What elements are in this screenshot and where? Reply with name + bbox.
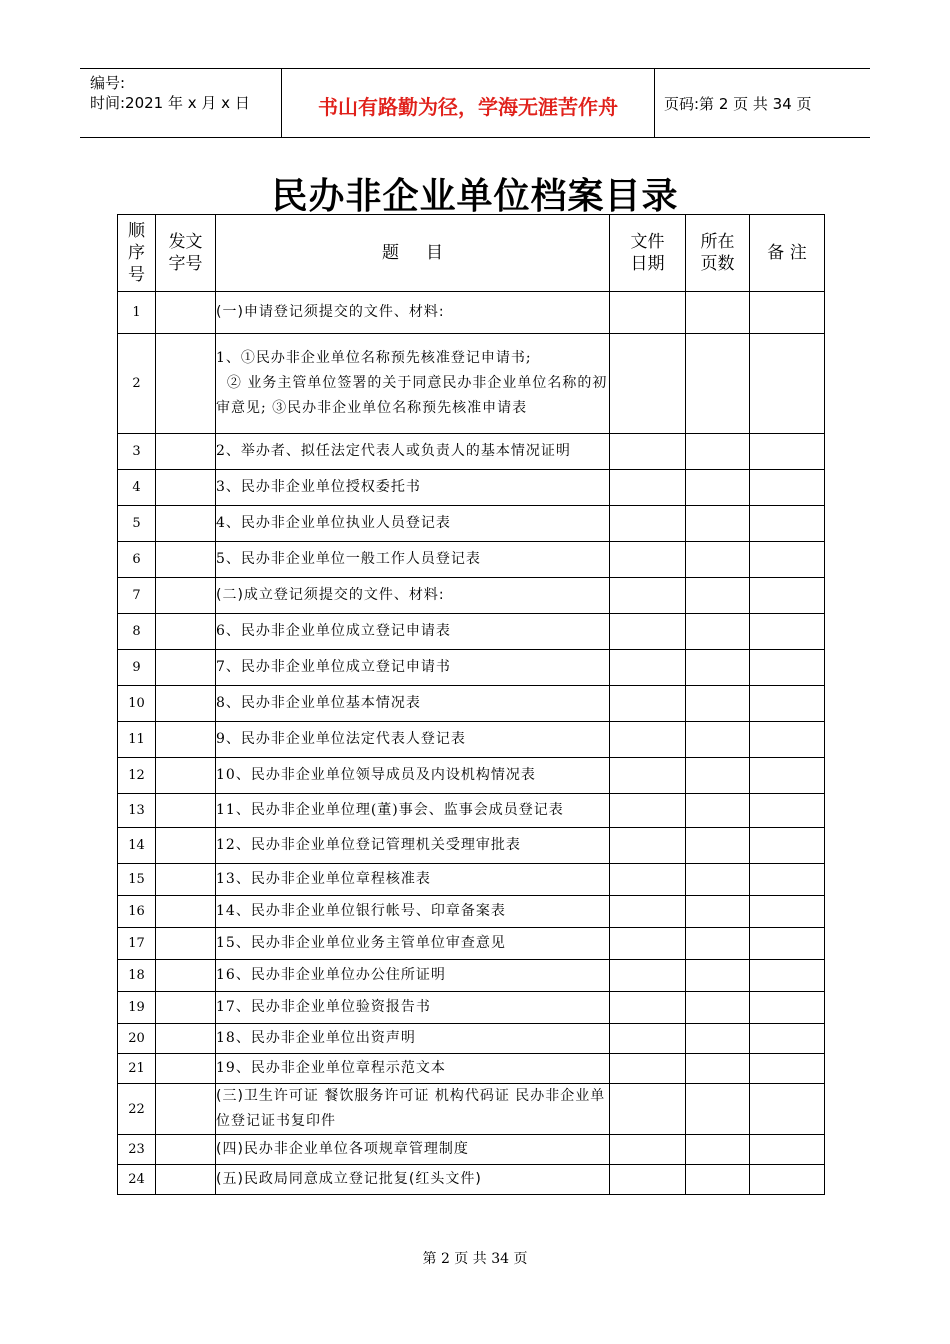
row-doc-no <box>156 334 216 434</box>
row-subject: 7、民办非企业单位成立登记申请书 <box>216 650 610 686</box>
row-pages <box>686 686 750 722</box>
row-date <box>610 1024 686 1054</box>
row-pages <box>686 434 750 470</box>
time-label: 时间:2021 年 x 月 x 日 <box>90 94 250 112</box>
row-date <box>610 1165 686 1195</box>
row-date <box>610 896 686 928</box>
row-doc-no <box>156 928 216 960</box>
row-number: 14 <box>118 828 156 864</box>
row-pages <box>686 578 750 614</box>
row-number: 21 <box>118 1054 156 1084</box>
table-row <box>118 992 825 1024</box>
row-doc-no <box>156 1084 216 1135</box>
row-doc-no <box>156 1165 216 1195</box>
row-pages <box>686 1024 750 1054</box>
row-note <box>750 828 825 864</box>
row-note <box>750 650 825 686</box>
row-doc-no <box>156 542 216 578</box>
row-doc-no <box>156 578 216 614</box>
row-pages <box>686 794 750 828</box>
catalog-table <box>117 214 825 1195</box>
page-footer: 第 2 页 共 34 页 <box>422 1251 528 1267</box>
row-subject: 5、民办非企业单位一般工作人员登记表 <box>216 542 610 578</box>
row-pages <box>686 928 750 960</box>
col-seq <box>118 215 156 292</box>
row-date <box>610 506 686 542</box>
row-note <box>750 434 825 470</box>
col-doc-no-label: 发文 字号 <box>168 232 203 274</box>
row-number: 1 <box>118 292 156 334</box>
row-note <box>750 960 825 992</box>
table-row <box>118 1084 825 1135</box>
row-subject: 15、民办非企业单位业务主管单位审查意见 <box>216 928 610 960</box>
col-date-label: 文件 日期 <box>630 232 665 274</box>
col-pages-label: 所在 页数 <box>700 232 735 274</box>
row-subject: 2、举办者、拟任法定代表人或负责人的基本情况证明 <box>216 434 610 470</box>
row-note <box>750 794 825 828</box>
row-subject: 4、民办非企业单位执业人员登记表 <box>216 506 610 542</box>
row-doc-no <box>156 434 216 470</box>
row-doc-no <box>156 614 216 650</box>
row-number: 8 <box>118 614 156 650</box>
row-subject: 13、民办非企业单位章程核准表 <box>216 864 610 896</box>
row-note <box>750 1024 825 1054</box>
row-subject: (二)成立登记须提交的文件、材料: <box>216 578 610 614</box>
table-row <box>118 1024 825 1054</box>
row-subject: 16、民办非企业单位办公住所证明 <box>216 960 610 992</box>
row-doc-no <box>156 896 216 928</box>
row-note <box>750 722 825 758</box>
row-doc-no <box>156 292 216 334</box>
row-subject: 19、民办非企业单位章程示范文本 <box>216 1054 610 1084</box>
row-doc-no <box>156 1054 216 1084</box>
page-title: 民办非企业单位档案目录 <box>271 176 679 217</box>
row-subject: 11、民办非企业单位理(董)事会、监事会成员登记表 <box>216 794 610 828</box>
table-row <box>118 828 825 864</box>
row-doc-no <box>156 758 216 794</box>
row-date <box>610 650 686 686</box>
row-subject: 12、民办非企业单位登记管理机关受理审批表 <box>216 828 610 864</box>
row-number: 2 <box>118 334 156 434</box>
table-row <box>118 864 825 896</box>
row-note <box>750 686 825 722</box>
table-row <box>118 1165 825 1195</box>
table-row <box>118 334 825 434</box>
row-number: 17 <box>118 928 156 960</box>
col-note <box>750 215 825 292</box>
header-divider <box>654 69 655 137</box>
row-date <box>610 686 686 722</box>
row-date <box>610 614 686 650</box>
row-pages <box>686 1084 750 1135</box>
row-date <box>610 992 686 1024</box>
row-pages <box>686 864 750 896</box>
row-number: 10 <box>118 686 156 722</box>
row-note <box>750 614 825 650</box>
row-date <box>610 1135 686 1165</box>
row-number: 23 <box>118 1135 156 1165</box>
row-pages <box>686 960 750 992</box>
col-note-label: 备 注 <box>767 243 807 263</box>
row-doc-no <box>156 686 216 722</box>
table-row <box>118 960 825 992</box>
row-date <box>610 470 686 506</box>
row-number: 15 <box>118 864 156 896</box>
table-row <box>118 1054 825 1084</box>
row-subject: 8、民办非企业单位基本情况表 <box>216 686 610 722</box>
row-date <box>610 722 686 758</box>
row-subject: 1、①民办非企业单位名称预先核准登记申请书; ② 业务主管单位签署的关于同意民办非企业单位名称的初审意见; ③民办非企业单位名称预先核准申请表 <box>216 334 610 434</box>
row-doc-no <box>156 992 216 1024</box>
document-header <box>80 68 870 138</box>
row-pages <box>686 992 750 1024</box>
row-note <box>750 1054 825 1084</box>
col-seq-label: 顺 序 号 <box>128 221 145 285</box>
row-pages <box>686 1054 750 1084</box>
row-doc-no <box>156 470 216 506</box>
row-number: 13 <box>118 794 156 828</box>
row-note <box>750 1084 825 1135</box>
table-row <box>118 614 825 650</box>
row-pages <box>686 722 750 758</box>
table-row <box>118 292 825 334</box>
row-date <box>610 434 686 470</box>
row-date <box>610 1084 686 1135</box>
row-pages <box>686 650 750 686</box>
row-number: 19 <box>118 992 156 1024</box>
row-doc-no <box>156 1024 216 1054</box>
row-note <box>750 864 825 896</box>
table-row <box>118 506 825 542</box>
row-number: 3 <box>118 434 156 470</box>
row-pages <box>686 1135 750 1165</box>
row-doc-no <box>156 650 216 686</box>
row-subject: (一)申请登记须提交的文件、材料: <box>216 292 610 334</box>
header-meta <box>90 73 250 113</box>
row-number: 22 <box>118 1084 156 1135</box>
row-note <box>750 292 825 334</box>
row-note <box>750 1135 825 1165</box>
row-number: 9 <box>118 650 156 686</box>
row-date <box>610 1054 686 1084</box>
row-note <box>750 758 825 794</box>
number-label: 编号: <box>90 74 126 92</box>
row-date <box>610 828 686 864</box>
row-note <box>750 542 825 578</box>
table-row <box>118 686 825 722</box>
col-subject <box>216 215 610 292</box>
row-pages <box>686 470 750 506</box>
table-row <box>118 1135 825 1165</box>
row-pages <box>686 614 750 650</box>
row-pages <box>686 1165 750 1195</box>
row-doc-no <box>156 960 216 992</box>
col-pages <box>686 215 750 292</box>
row-number: 20 <box>118 1024 156 1054</box>
table-row <box>118 794 825 828</box>
row-note <box>750 506 825 542</box>
row-number: 6 <box>118 542 156 578</box>
table-row <box>118 650 825 686</box>
row-date <box>610 794 686 828</box>
table-row <box>118 434 825 470</box>
row-subject: 18、民办非企业单位出资声明 <box>216 1024 610 1054</box>
row-doc-no <box>156 1135 216 1165</box>
row-date <box>610 960 686 992</box>
row-date <box>610 758 686 794</box>
table-row <box>118 722 825 758</box>
row-doc-no <box>156 864 216 896</box>
col-doc-no <box>156 215 216 292</box>
col-date <box>610 215 686 292</box>
row-date <box>610 928 686 960</box>
row-pages <box>686 334 750 434</box>
header-motto: 书山有路勤为径，学海无涯苦作舟 <box>318 95 618 119</box>
row-pages <box>686 828 750 864</box>
header-page-info: 页码:第 2 页 共 34 页 <box>664 95 812 113</box>
row-date <box>610 578 686 614</box>
row-number: 5 <box>118 506 156 542</box>
row-note <box>750 1165 825 1195</box>
table-row <box>118 542 825 578</box>
row-note <box>750 992 825 1024</box>
row-number: 7 <box>118 578 156 614</box>
table-row <box>118 470 825 506</box>
row-number: 18 <box>118 960 156 992</box>
row-date <box>610 292 686 334</box>
row-subject: 17、民办非企业单位验资报告书 <box>216 992 610 1024</box>
table-row <box>118 896 825 928</box>
row-subject: (五)民政局同意成立登记批复(红头文件) <box>216 1165 610 1195</box>
row-doc-no <box>156 828 216 864</box>
row-pages <box>686 292 750 334</box>
row-number: 16 <box>118 896 156 928</box>
row-subject: (三)卫生许可证 餐饮服务许可证 机构代码证 民办非企业单位登记证书复印件 <box>216 1084 610 1135</box>
row-note <box>750 470 825 506</box>
row-number: 11 <box>118 722 156 758</box>
row-note <box>750 334 825 434</box>
row-subject: 6、民办非企业单位成立登记申请表 <box>216 614 610 650</box>
row-pages <box>686 896 750 928</box>
row-doc-no <box>156 506 216 542</box>
row-note <box>750 578 825 614</box>
row-subject: 3、民办非企业单位授权委托书 <box>216 470 610 506</box>
row-doc-no <box>156 794 216 828</box>
row-pages <box>686 506 750 542</box>
row-note <box>750 928 825 960</box>
table-row <box>118 928 825 960</box>
row-subject: 14、民办非企业单位银行帐号、印章备案表 <box>216 896 610 928</box>
table-row <box>118 758 825 794</box>
row-pages <box>686 542 750 578</box>
row-date <box>610 542 686 578</box>
row-date <box>610 334 686 434</box>
row-subject: (四)民办非企业单位各项规章管理制度 <box>216 1135 610 1165</box>
row-number: 24 <box>118 1165 156 1195</box>
table-row <box>118 578 825 614</box>
row-date <box>610 864 686 896</box>
table-header-row <box>118 215 825 292</box>
row-doc-no <box>156 722 216 758</box>
col-subject-label: 题 目 <box>381 243 444 263</box>
row-note <box>750 896 825 928</box>
row-subject: 9、民办非企业单位法定代表人登记表 <box>216 722 610 758</box>
row-subject: 10、民办非企业单位领导成员及内设机构情况表 <box>216 758 610 794</box>
row-number: 12 <box>118 758 156 794</box>
row-pages <box>686 758 750 794</box>
row-number: 4 <box>118 470 156 506</box>
